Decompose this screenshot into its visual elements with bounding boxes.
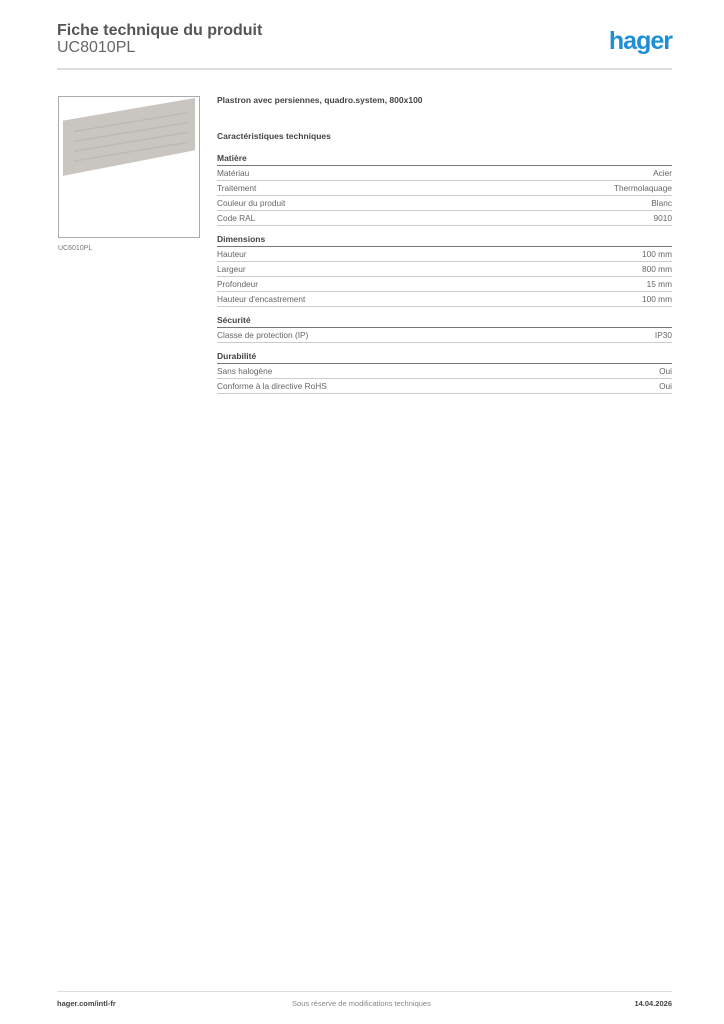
spec-row <box>217 196 672 211</box>
spec-section <box>217 315 672 343</box>
footer-date: 14.04.2026 <box>634 999 672 1008</box>
spec-row <box>217 211 672 226</box>
product-image <box>58 96 200 238</box>
spec-value: Acier <box>653 168 672 178</box>
spec-row <box>217 166 672 181</box>
spec-value: Blanc <box>651 198 672 208</box>
section-title: Matière <box>217 153 672 166</box>
spec-value: Oui <box>659 366 672 376</box>
spec-value: Thermolaquage <box>613 183 672 193</box>
spec-label: Traitement <box>217 183 257 193</box>
product-reference: UC8010PL <box>57 39 136 56</box>
specs <box>217 95 672 402</box>
spec-label: Couleur du produit <box>217 198 286 208</box>
spec-row <box>217 247 672 262</box>
spec-value: 800 mm <box>642 264 672 274</box>
spec-row <box>217 292 672 307</box>
spec-value: 9010 <box>653 213 672 223</box>
spec-value: 15 mm <box>646 279 672 289</box>
product-title: Plastron avec persiennes, quadro.system, 800x100 <box>217 95 423 105</box>
spec-value: 100 mm <box>642 294 672 304</box>
section-title: Dimensions <box>217 234 672 247</box>
section-title: Sécurité <box>217 315 672 328</box>
section-title: Durabilité <box>217 351 672 364</box>
spec-section <box>217 351 672 394</box>
spec-row <box>217 379 672 394</box>
spec-label: Sans halogène <box>217 366 273 376</box>
spec-label: Profondeur <box>217 279 259 289</box>
spec-row <box>217 277 672 292</box>
footer-disclaimer: Sous réserve de modifications techniques <box>292 999 431 1008</box>
spec-value: Oui <box>659 381 672 391</box>
spec-label: Classe de protection (IP) <box>217 330 309 340</box>
spec-label: Hauteur <box>217 249 247 259</box>
footer-divider <box>57 991 672 992</box>
page-title: Fiche technique du produit <box>57 22 263 39</box>
spec-row <box>217 262 672 277</box>
spec-value: IP30 <box>654 330 672 340</box>
spec-row <box>217 181 672 196</box>
header-divider <box>57 68 672 70</box>
spec-label: Hauteur d'encastrement <box>217 294 306 304</box>
website-link[interactable]: hager.com/intl-fr <box>57 999 116 1008</box>
spec-label: Matériau <box>217 168 250 178</box>
spec-label: Conforme à la directive RoHS <box>217 381 327 391</box>
spec-label: Largeur <box>217 264 246 274</box>
image-caption: UC6010PL <box>58 245 93 252</box>
spec-label: Code RAL <box>217 213 256 223</box>
spec-row <box>217 328 672 343</box>
hager-logo: hager <box>608 27 672 55</box>
spec-value: 100 mm <box>642 249 672 259</box>
spec-row <box>217 364 672 379</box>
spec-section <box>217 153 672 226</box>
characteristics-title: Caractéristiques techniques <box>217 131 331 141</box>
spec-section <box>217 234 672 307</box>
